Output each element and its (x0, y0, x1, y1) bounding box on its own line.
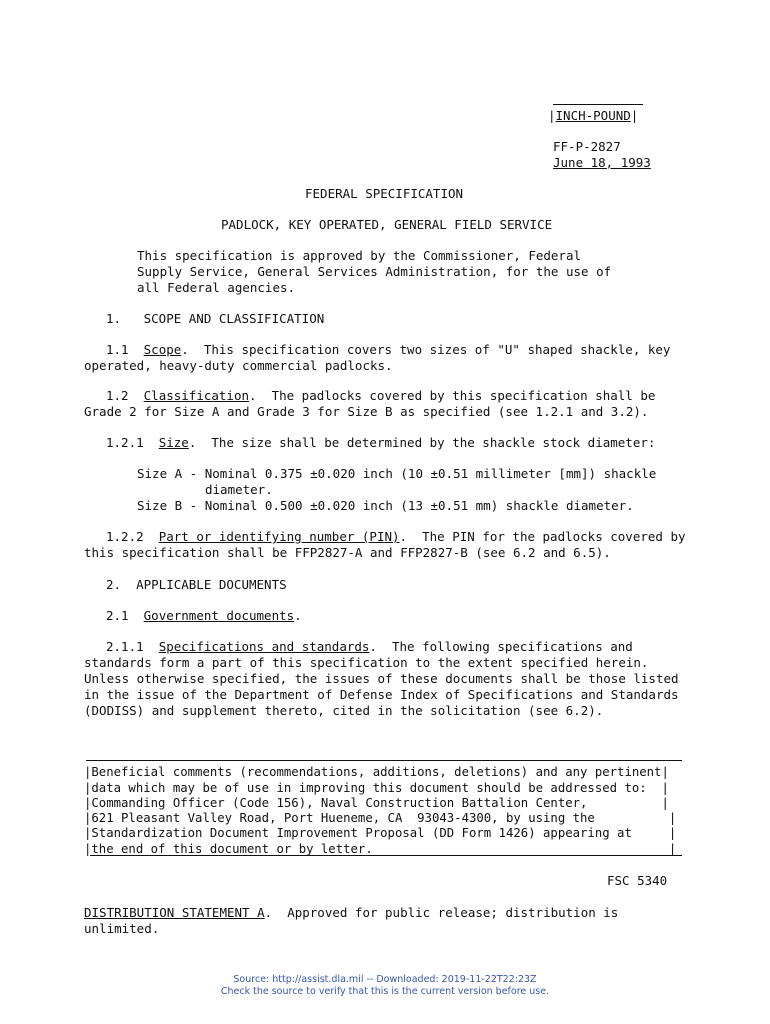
para-1-2-line: Grade 2 for Size A and Grade 3 for Size B as specified (see 1.2.1 and 3.2). (84, 404, 649, 419)
para-title: Size (158, 435, 189, 450)
para-2-1-line (106, 608, 302, 624)
comments-box-bottom-rule (90, 855, 682, 856)
approval-line: This specification is approved by the Commissioner, Federal (137, 248, 582, 263)
para-text: . (294, 608, 302, 623)
para-number: 1.1 (106, 342, 129, 357)
size-a-line: Size A - Nominal 0.375 ±0.020 inch (10 ±0.51 millimeter [mm]) shackle (137, 466, 657, 481)
units-box-top-rule (553, 104, 643, 105)
para-1-2-line (106, 388, 655, 404)
comments-box-line: |Beneficial comments (recommendations, additions, deletions) and any pertinent| (84, 765, 669, 779)
para-number: 1.2.2 (106, 529, 144, 544)
doc-number: FF-P-2827 (553, 139, 621, 154)
para-text: . The padlocks covered by this specification shall be (249, 388, 656, 403)
distribution-label: DISTRIBUTION STATEMENT A (84, 905, 265, 920)
comments-box-line: |621 Pleasant Valley Road, Port Hueneme, CA 93043-4300, by using the | (84, 811, 677, 825)
doc-date: June 18, 1993 (553, 155, 651, 170)
spec-subject: PADLOCK, KEY OPERATED, GENERAL FIELD SERVICE (221, 217, 553, 232)
para-title: Scope (143, 342, 182, 357)
section-1-heading: 1. SCOPE AND CLASSIFICATION (106, 311, 325, 326)
para-2-1-1-line: in the issue of the Department of Defense Index of Specifications and Standards (84, 687, 679, 702)
para-1-2-2-line: this specification shall be FFP2827-A and FFP2827-B (see 6.2 and 6.5). (84, 545, 611, 560)
para-number: 1.2.1 (106, 435, 144, 450)
para-2-1-1-line: (DODISS) and supplement thereto, cited in the solicitation (see 6.2). (84, 703, 604, 718)
para-number: 2.1 (106, 608, 129, 623)
para-title: Classification (143, 388, 249, 403)
para-title: Government documents (143, 608, 295, 623)
approval-line: all Federal agencies. (137, 280, 296, 295)
para-text: . The PIN for the padlocks covered by (399, 529, 686, 544)
para-1-2-2-line (106, 529, 686, 545)
para-1-1-line (106, 342, 670, 358)
para-2-1-1-line: standards form a part of this specification to the extent specified herein. (84, 655, 649, 670)
spec-type: FEDERAL SPECIFICATION (305, 186, 464, 201)
para-text: . The following specifications and (369, 639, 633, 654)
approval-line: Supply Service, General Services Administration, for the use of (137, 264, 612, 279)
para-2-1-1-line: Unless otherwise specified, the issues of these documents shall be those listed (84, 671, 679, 686)
header-units-box: |INCH-POUND| (548, 108, 639, 123)
para-text: . This specification covers two sizes of "U" shaped shackle, key (181, 342, 671, 357)
size-b-line: Size B - Nominal 0.500 ±0.020 inch (13 ±0.51 mm) shackle diameter. (137, 498, 634, 513)
para-1-1-line: operated, heavy-duty commercial padlocks. (84, 358, 393, 373)
comments-box-line: |Standardization Document Improvement Proposal (DD Form 1426) appearing at | (84, 826, 677, 840)
section-2-heading: 2. APPLICABLE DOCUMENTS (106, 577, 287, 592)
units-label: INCH-POUND (555, 108, 631, 123)
comments-box-line: |data which may be of use in improving this document should be addressed to: | (84, 781, 669, 795)
para-text: . The size shall be determined by the shackle stock diameter: (188, 435, 656, 450)
para-title: Part or identifying number (PIN) (158, 529, 400, 544)
fsc-code: FSC 5340 (607, 873, 668, 888)
para-1-2-1-line (106, 435, 655, 451)
comments-box-line: |the end of this document or by letter. | (84, 842, 677, 856)
distribution-line (84, 905, 618, 921)
distribution-text: . Approved for public release; distribution is (264, 905, 619, 920)
source-footer-line: Check the source to verify that this is the current version before use. (220, 986, 550, 997)
para-number: 2.1.1 (106, 639, 144, 654)
source-footer-line: Source: http://assist.dla.mil -- Downloaded: 2019-11-22T22:23Z (233, 974, 537, 985)
comments-box-top-rule (86, 760, 682, 761)
distribution-line: unlimited. (84, 921, 160, 936)
size-a-line: diameter. (205, 482, 273, 497)
para-title: Specifications and standards (158, 639, 370, 654)
para-number: 1.2 (106, 388, 129, 403)
para-2-1-1-line (106, 639, 633, 655)
comments-box-line: |Commanding Officer (Code 156), Naval Construction Battalion Center, | (84, 796, 669, 810)
